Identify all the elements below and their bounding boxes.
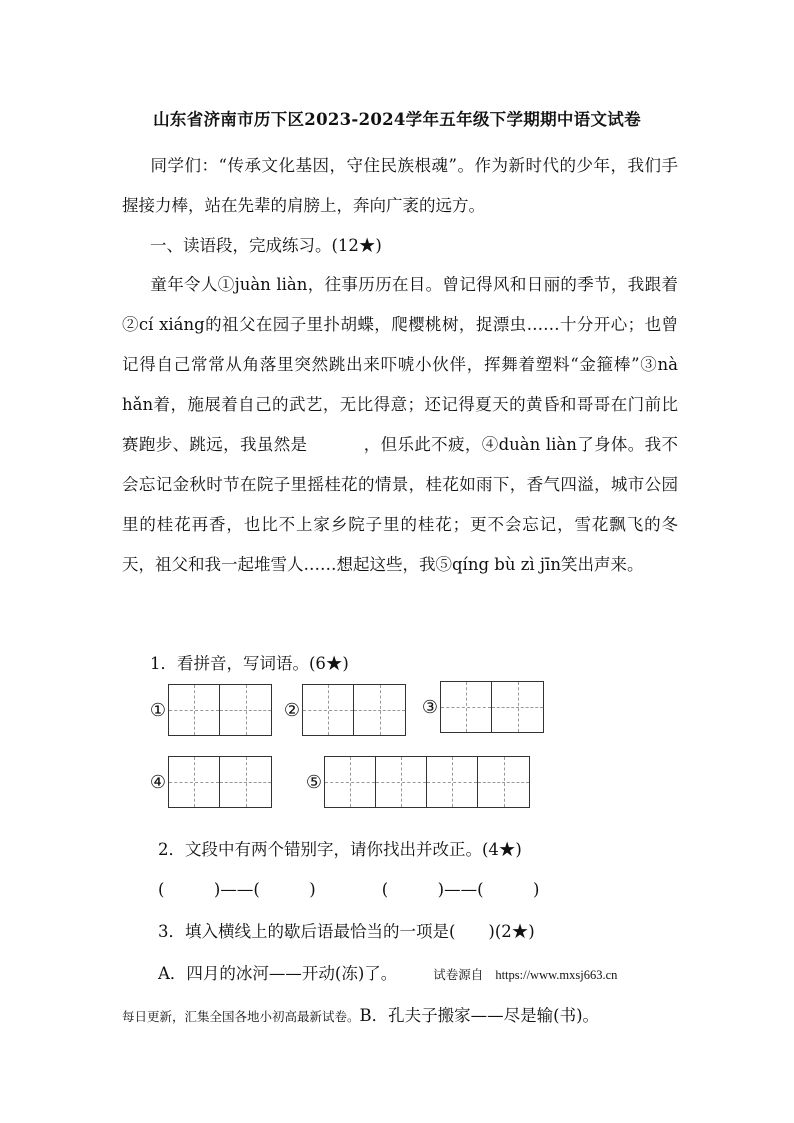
pinyin-grid-1: [148, 684, 272, 736]
option-a[interactable]: A．四月的冰河——开动(冻)了。: [158, 964, 398, 983]
passage-text-part1: 童年令人①juàn liàn，往事历历在目。曾记得风和日丽的季节，我跟着②cí xiáng的祖父在园子里扑胡蝶，爬樱桃树，捉漂虫……十分开心；也曾记得自己常常从角落里突然跳出来吓唬小伙伴，挥舞着塑料“金箍棒”③nà hǎn着，施展着自己的武艺，无比得意；还记得夏天的黄昏和哥哥在门前比赛跑步、跳远，我虽然是: [122, 275, 678, 454]
q3-option-a-line: [122, 960, 682, 984]
writing-boxes-4[interactable]: [168, 756, 272, 808]
passage-text-part2: ，但乐此不疲，④duàn liàn了身体。我不会忘记金秋时节在院子里摇桂花的情景，桂花如雨下，香气四溢，城市公园里的桂花再香，也比不上家乡院子里的桂花；更不会忘记，雪花飘飞的冬天，祖父和我一起堆雪人……想起这些，我⑤qíng bù zì jīn笑出声来。: [122, 435, 678, 574]
update-notice: 每日更新，汇集全国各地小初高最新试卷。: [122, 1009, 360, 1024]
marker-4: ④: [149, 771, 167, 793]
source-label: 试卷源自: [433, 967, 484, 982]
pinyin-grid-5: [304, 756, 530, 808]
writing-boxes-5[interactable]: [324, 756, 530, 808]
marker-1: ①: [149, 699, 167, 721]
marker-2: ②: [283, 699, 301, 721]
writing-boxes-2[interactable]: [302, 684, 406, 736]
marker-3: ③: [421, 696, 439, 718]
marker-5: ⑤: [305, 771, 323, 793]
option-b[interactable]: B．孔夫子搬家——尽是输(书)。: [359, 1006, 600, 1025]
q2-label: 2．文段中有两个错别字，请你找出并改正。(4★): [158, 840, 522, 859]
update-notice-line: [122, 1002, 599, 1026]
writing-boxes-3[interactable]: [440, 681, 544, 733]
source-url[interactable]: https://www.mxsj663.cn: [495, 968, 618, 982]
page-title: 山东省济南市历下区2023-2024学年五年级下学期期中语文试卷: [153, 110, 641, 129]
intro-text: 同学们：“传承文化基因，守住民族根魂”。作为新时代的少年，我们手握接力棒，站在先辈的肩膀上，奔向广袤的远方。: [122, 156, 678, 215]
q3-label: 3．填入横线上的歇后语最恰当的一项是( )(2★): [158, 922, 535, 941]
q2-answer-blanks[interactable]: ( )——( ) ( )——( ): [158, 880, 540, 899]
pinyin-grid-3: [420, 681, 544, 733]
pinyin-grid-4: [148, 756, 272, 808]
reading-passage: [122, 265, 678, 585]
intro-paragraph: [122, 146, 678, 226]
writing-boxes-1[interactable]: [168, 684, 272, 736]
pinyin-grid-2: [282, 684, 406, 736]
section1-heading: 一、读语段，完成练习。(12★): [150, 236, 382, 255]
q1-label: 1．看拼音，写词语。(6★): [150, 654, 349, 673]
